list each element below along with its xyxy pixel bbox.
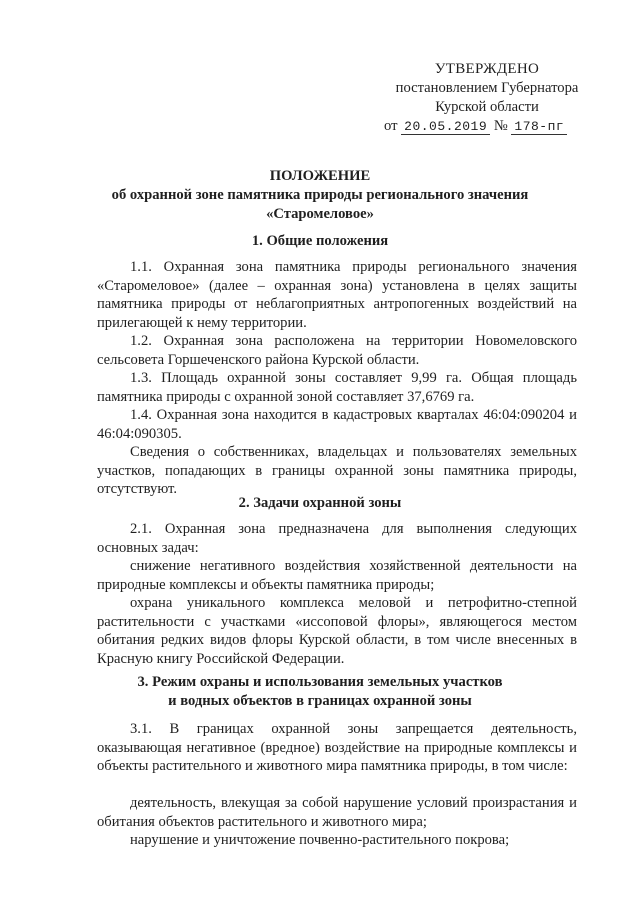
document-subtitle-line1: об охранной зоне памятника природы регионального значения [111, 187, 529, 203]
approval-block [384, 60, 587, 136]
section-heading-2: 2. Задачи охранной зоны [238, 495, 402, 511]
paragraph-3-3: нарушение и уничтожение почвенно-растительного покрова; [130, 832, 510, 848]
approval-date: 20.05.2019 [401, 119, 490, 135]
document-title: ПОЛОЖЕНИЕ [269, 168, 371, 184]
paragraph-1-5: Сведения о собственниках, владельцах и пользователях земельных участков, попадающих в границы охранной зоны памятника природы, отсутствуют. [97, 444, 577, 497]
approval-date-number [384, 117, 587, 136]
section-heading-3-line1: 3. Режим охраны и использования земельных участков [137, 674, 503, 690]
approval-number: 178-пг [511, 119, 567, 135]
paragraph-1-4: 1.4. Охранная зона находится в кадастровых кварталах 46:04:090204 и 46:04:090305. [97, 407, 577, 442]
paragraph-2-1: 2.1. Охранная зона предназначена для выполнения следующих основных задач: [97, 521, 577, 556]
paragraph-2-3: охрана уникального комплекса меловой и петрофитно-степной растительности с участками «иссоповой флоры», являющегося местом обитания редких видов флоры Курской области, в том числе внесенных в Красную книгу Российской Федерации. [97, 595, 577, 667]
section-heading-1: 1. Общие положения [251, 233, 389, 249]
approval-from-label: от [384, 118, 398, 134]
document-subtitle-line2: «Старомеловое» [266, 206, 374, 222]
paragraph-3-2: деятельность, влекущая за собой нарушение условий произрастания и обитания объектов растительного и животного мира; [97, 795, 577, 830]
section-heading-3-line2: и водных объектов в границах охранной зоны [168, 693, 472, 709]
paragraph-1-3: 1.3. Площадь охранной зоны составляет 9,99 га. Общая площадь памятника природы с охранной зоной составляет 37,6769 га. [97, 370, 577, 405]
approval-issuer: постановлением Губернатора [395, 80, 579, 96]
paragraph-3-1: 3.1. В границах охранной зоны запрещается деятельность, оказывающая негативное (вредное) воздействие на природные комплексы и объекты растительного и животного мира памятника природы, в том числе: [97, 721, 577, 774]
approval-number-sign: № [493, 118, 508, 134]
paragraph-1-1: 1.1. Охранная зона памятника природы регионального значения «Старомеловое» (далее – охранная зона) установлена в целях защиты памятника природы от неблагоприятных антропогенных воздействий на прилегающей к нему территории. [97, 259, 577, 331]
paragraph-1-2: 1.2. Охранная зона расположена на территории Новомеловского сельсовета Горшеченского района Курской области. [97, 333, 577, 368]
paragraph-2-2: снижение негативного воздействия хозяйственной деятельности на природные комплексы и объекты памятника природы; [97, 558, 577, 593]
approval-heading: УТВЕРЖДЕНО [434, 61, 540, 77]
approval-region: Курской области [435, 99, 539, 115]
